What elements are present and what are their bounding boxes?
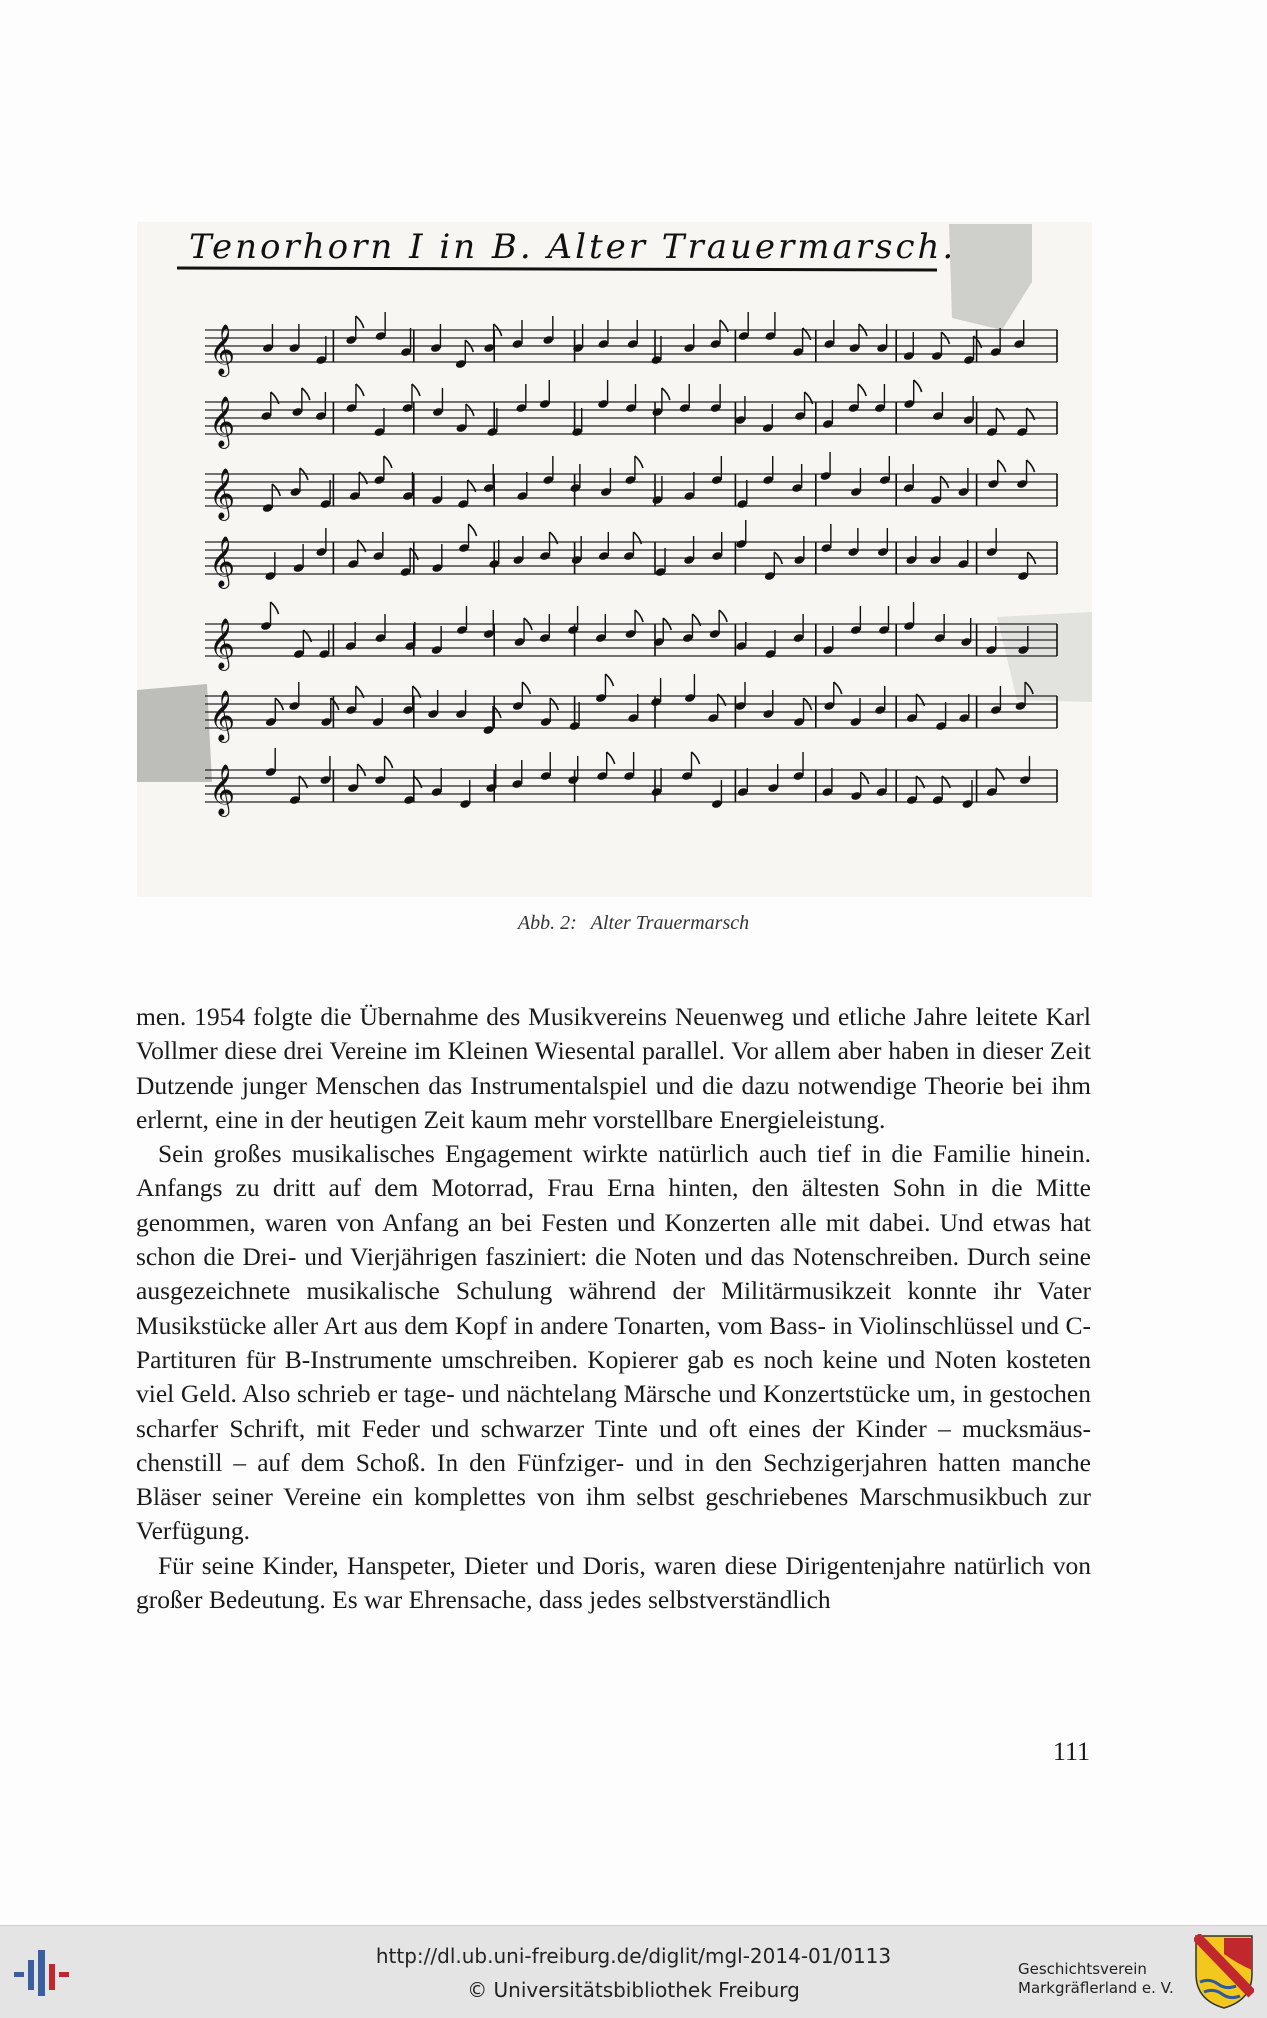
svg-text:𝄞: 𝄞 [209,618,236,669]
caption-label: Abb. 2: [517,912,577,934]
viewer-footer [0,1925,1267,2018]
figure-caption [0,912,1267,935]
copyright-notice: © Universitätsbibliothek Freiburg [467,1978,800,2002]
paragraph-1: men. 1954 folgte die Übernahme des Musikvereins Neuenweg und etliche Jahre leitete Karl Vollmer diese drei Vereine im Kleinen Wiesental parallel. Vor allem aber haben in dieser Zeit Dutzende junger Menschen das Instrumentalspiel und die dazu notwendige Theorie bei ihm erlernt, eine in der heutigen Zeit kaum mehr vorstellbare Energieleistung. [136,1002,1091,1134]
svg-text:Tenorhorn I in B. Alter Trauer: Tenorhorn I in B. Alter Trauermarsch. [189,227,957,267]
society-line-2: Markgräflerland e. V. [1018,1979,1174,1997]
caption-title: Alter Trauermarsch [590,912,750,934]
music-score-figure [137,222,1092,897]
svg-text:𝄞: 𝄞 [209,764,236,815]
paragraph-2: Sein großes musikalisches Engagement wirkte natürlich auch tief in die Familie hinein. Anfangs zu dritt auf dem Motorrad, Frau Erna hinten, den ältesten Sohn in die Mitte genommen, waren von Anfang an bei Festen und Konzerten alle mit dabei. Und etwas hat schon die Drei- und Vierjährigen fasziniert: die Noten und das Notenschreiben. Durch seine ausgezeichnete musikalische Schulung während der Militärmusikzeit konnte ihr Vater Musikstücke aller Art aus dem Kopf in andere Tonarten, vom Bass- in Violinschlüssel und C-Partituren für B-Instrumente umschreiben. Kopierer gab es noch keine und Noten kosteten viel Geld. Also schrieb er tage- und nächtelang Märsche und Konzertstücke um, in gestochen scharfer Schrift, mit Feder und schwarzer Tinte und oft eines der Kinder – mucksmäuschenstill – auf dem Schoß. In den Fünfziger- und in den Sechzigerjahren hatten manche Bläser seiner Vereine ein komplettes von ihm selbst geschriebenes Marschmusikbuch zur Verfügung. [136,1139,1091,1546]
svg-text:𝄞: 𝄞 [209,468,236,519]
coat-of-arms-icon [1194,1934,1254,2010]
handwritten-score-image [137,222,1092,897]
society-line-1: Geschichtsverein [1018,1960,1147,1978]
svg-text:𝄞: 𝄞 [209,536,236,587]
body-text [136,1000,1091,1617]
svg-text:𝄞: 𝄞 [209,690,236,741]
svg-text:𝄞: 𝄞 [209,396,236,447]
society-name [1018,1960,1174,1998]
document-url[interactable]: http://dl.ub.uni-freiburg.de/diglit/mgl-2014-01/0113 [375,1944,892,1968]
paragraph-3: Für seine Kinder, Hanspeter, Dieter und Doris, waren diese Dirigentenjahre natürlich von großer Bedeutung. Es war Ehrensache, dass jedes selbstverständlich [136,1550,1091,1615]
page-number: 111 [1052,1737,1090,1766]
svg-text:𝄞: 𝄞 [209,324,236,375]
